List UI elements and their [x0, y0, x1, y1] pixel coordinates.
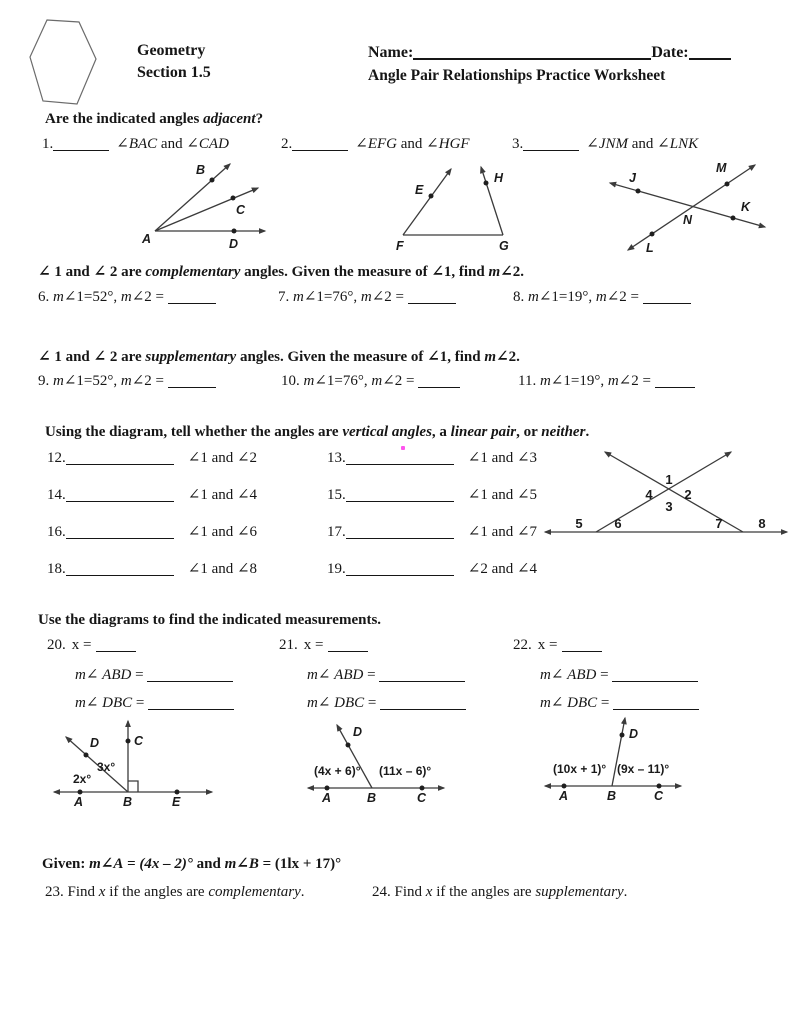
angle-label-8: 8	[758, 516, 766, 531]
right-angle-expr: (9x – 11)°	[617, 762, 670, 776]
q22-dbc-label: m∠ DBC =	[540, 695, 614, 711]
point-label-E: E	[415, 183, 424, 197]
question-18-blank	[66, 562, 174, 577]
point-label-D: D	[629, 727, 639, 741]
question-6	[38, 288, 216, 307]
diagram-q22	[529, 712, 724, 812]
point-label-G: G	[499, 239, 509, 253]
question-1-pair: ∠BAC and ∠CAD	[116, 136, 229, 152]
question-11-text: 11. m∠1=19°, m∠2 =	[518, 373, 655, 389]
vertical-heading: Using the diagram, tell whether the angles are vertical angles, a linear pair, or neither.	[45, 424, 590, 440]
point-B-dot	[210, 178, 215, 183]
diagram-adjacent-1	[130, 157, 330, 252]
diagram-q20	[40, 713, 220, 813]
question-8-text: 8. m∠1=19°, m∠2 =	[513, 289, 643, 305]
point-label-H: H	[494, 171, 504, 185]
angle-label-4: 4	[645, 487, 653, 502]
point-C-dot	[420, 786, 425, 791]
question-10	[281, 372, 460, 391]
point-M-dot	[725, 182, 730, 187]
point-A-dot	[562, 784, 567, 789]
point-C-dot	[657, 784, 662, 789]
question-21	[279, 636, 368, 655]
question-10-blank	[418, 374, 460, 389]
angle-label-5: 5	[575, 516, 583, 531]
point-C-dot	[231, 196, 236, 201]
angle-label-2: 2	[684, 487, 692, 502]
q22-abd-label: m∠ ABD =	[540, 667, 613, 683]
q20-abd-label: m∠ ABD =	[75, 667, 148, 683]
name-label: Name:	[368, 44, 414, 61]
question-9-blank	[168, 374, 216, 389]
question-3-pair: ∠JNM and ∠LNK	[586, 136, 699, 152]
q20-abd-row	[75, 666, 233, 685]
question-15	[327, 486, 537, 505]
point-label-L: L	[646, 241, 654, 255]
question-20-number: 20.	[47, 637, 66, 653]
question-7-text: 7. m∠1=76°, m∠2 =	[278, 289, 408, 305]
question-16-pair: ∠1 and ∠6	[187, 524, 258, 540]
point-A-dot	[78, 790, 83, 795]
point-label-F: F	[396, 239, 404, 253]
point-label-B: B	[196, 163, 206, 177]
point-label-A: A	[142, 232, 152, 246]
point-label-C: C	[236, 203, 246, 217]
question-23: 23. Find x if the angles are complementary.	[45, 884, 305, 900]
rays	[155, 164, 265, 231]
question-16-number: 16.	[47, 524, 66, 540]
point-label-B: B	[367, 791, 377, 805]
question-17-blank	[346, 525, 454, 540]
question-8-blank	[643, 290, 691, 305]
question-19-number: 19.	[327, 561, 346, 577]
angle-label-1: 1	[665, 472, 673, 487]
q21-abd-row	[307, 666, 465, 685]
question-16	[47, 523, 257, 542]
point-A-dot	[325, 786, 330, 791]
angle-label-3: 3	[665, 499, 673, 514]
question-20-x-blank	[96, 638, 136, 653]
point-label-C: C	[654, 789, 664, 803]
left-angle-expr: (10x + 1)°	[553, 762, 607, 776]
rays	[403, 167, 503, 235]
question-7-blank	[408, 290, 456, 305]
question-6-text: 6. m∠1=52°, m∠2 =	[38, 289, 168, 305]
header-course-block	[137, 40, 211, 83]
question-1-blank	[53, 137, 109, 152]
worksheet-title: Angle Pair Relationships Practice Worksheet	[368, 67, 666, 84]
question-13-pair: ∠1 and ∠3	[467, 450, 538, 466]
q20-dbc-label: m∠ DBC =	[75, 695, 149, 711]
question-1	[42, 135, 229, 154]
question-8	[513, 288, 691, 307]
question-18	[47, 560, 257, 579]
question-22	[513, 636, 602, 655]
question-6-blank	[168, 290, 216, 305]
question-3	[512, 135, 698, 154]
point-label-C: C	[134, 734, 144, 748]
question-11-blank	[655, 374, 695, 389]
question-2-number: 2.	[281, 136, 293, 152]
question-22-number: 22.	[513, 637, 532, 653]
q22-dbc-blank	[613, 696, 699, 711]
question-20-x-label: x =	[71, 637, 92, 653]
point-D-dot	[346, 743, 351, 748]
q21-abd-label: m∠ ABD =	[307, 667, 380, 683]
q21-dbc-row	[307, 694, 466, 713]
question-22-x-blank	[562, 638, 602, 653]
q20-dbc-blank	[148, 696, 234, 711]
question-12-number: 12.	[47, 450, 66, 466]
question-20	[47, 636, 136, 655]
diagram-adjacent-2	[385, 159, 565, 254]
angle-label-6: 6	[614, 516, 622, 531]
question-16-blank	[66, 525, 174, 540]
q20-abd-blank	[147, 668, 233, 683]
point-C-dot	[126, 739, 131, 744]
q20-dbc-row	[75, 694, 234, 713]
point-label-B: B	[607, 789, 617, 803]
point-J-dot	[636, 189, 641, 194]
complementary-heading: ∠ 1 and ∠ 2 are complementary angles. Given the measure of ∠1, find m∠2.	[38, 264, 524, 280]
q21-abd-blank	[379, 668, 465, 683]
point-label-C: C	[417, 791, 427, 805]
question-2-blank	[292, 137, 348, 152]
question-15-pair: ∠1 and ∠5	[467, 487, 538, 503]
hexagon-logo	[27, 16, 99, 108]
question-2	[281, 135, 470, 154]
point-label-M: M	[716, 161, 727, 175]
point-label-A: A	[74, 795, 84, 809]
name-date-line	[368, 42, 731, 64]
question-1-number: 1.	[42, 136, 54, 152]
question-12-pair: ∠1 and ∠2	[187, 450, 258, 466]
course-section: Section 1.5	[137, 63, 211, 81]
angle-expr-3x: 3x°	[97, 760, 116, 774]
angle-expr-2x: 2x°	[73, 772, 92, 786]
adjacent-prompt: Are the indicated angles adjacent?	[45, 111, 264, 127]
point-K-dot	[731, 216, 736, 221]
question-18-number: 18.	[47, 561, 66, 577]
question-2-pair: ∠EFG and ∠HGF	[355, 136, 470, 152]
name-blank	[413, 45, 651, 61]
stray-pink-mark	[401, 446, 405, 450]
question-14	[47, 486, 257, 505]
question-22-x-label: x =	[537, 637, 558, 653]
angle-label-7: 7	[715, 516, 723, 531]
question-15-number: 15.	[327, 487, 346, 503]
question-21-x-label: x =	[303, 637, 324, 653]
right-angle-expr: (11x – 6)°	[379, 764, 432, 778]
lines	[308, 725, 444, 788]
point-D-dot	[84, 753, 89, 758]
course-title: Geometry	[137, 42, 206, 59]
left-angle-expr: (4x + 6)°	[314, 764, 361, 778]
diagram-q21	[292, 713, 482, 813]
point-label-D: D	[90, 736, 100, 750]
question-14-number: 14.	[47, 487, 66, 503]
question-21-number: 21.	[279, 637, 298, 653]
question-3-number: 3.	[512, 136, 524, 152]
point-label-D: D	[229, 237, 239, 251]
supplementary-heading: ∠ 1 and ∠ 2 are supplementary angles. Given the measure of ∠1, find m∠2.	[38, 349, 520, 365]
point-label-D: D	[353, 725, 363, 739]
date-label: Date:	[651, 44, 689, 61]
question-7	[278, 288, 456, 307]
date-blank	[689, 45, 731, 61]
question-19-pair: ∠2 and ∠4	[467, 561, 538, 577]
q22-dbc-row	[540, 694, 699, 713]
question-17-pair: ∠1 and ∠7	[467, 524, 538, 540]
point-label-E: E	[172, 795, 181, 809]
question-11	[518, 372, 695, 391]
point-H-dot	[484, 181, 489, 186]
question-19-blank	[346, 562, 454, 577]
diagram-numbered-angles	[541, 444, 791, 544]
question-3-blank	[523, 137, 579, 152]
point-label-A: A	[559, 789, 569, 803]
question-21-x-blank	[328, 638, 368, 653]
point-D-dot	[232, 229, 237, 234]
question-15-blank	[346, 488, 454, 503]
question-13-blank	[346, 451, 454, 466]
question-14-blank	[66, 488, 174, 503]
point-E-dot	[175, 790, 180, 795]
point-label-K: K	[741, 200, 751, 214]
point-label-B: B	[123, 795, 133, 809]
question-17	[327, 523, 537, 542]
question-14-pair: ∠1 and ∠4	[187, 487, 258, 503]
point-label-A: A	[322, 791, 332, 805]
given-statement: Given: m∠A = (4x – 2)° and m∠B = (1lx + 17)°	[42, 856, 342, 872]
point-D-dot	[620, 733, 625, 738]
question-13-number: 13.	[327, 450, 346, 466]
point-E-dot	[429, 194, 434, 199]
diagram-adjacent-3	[600, 155, 775, 255]
question-19	[327, 560, 537, 579]
q22-abd-blank	[612, 668, 698, 683]
right-angle-mark	[128, 781, 138, 792]
question-12-blank	[66, 451, 174, 466]
q22-abd-row	[540, 666, 698, 685]
question-24: 24. Find x if the angles are supplementary.	[372, 884, 628, 900]
q21-dbc-label: m∠ DBC =	[307, 695, 381, 711]
question-17-number: 17.	[327, 524, 346, 540]
question-9-text: 9. m∠1=52°, m∠2 =	[38, 373, 168, 389]
question-10-text: 10. m∠1=76°, m∠2 =	[281, 373, 419, 389]
question-18-pair: ∠1 and ∠8	[187, 561, 258, 577]
question-9	[38, 372, 216, 391]
measurements-heading: Use the diagrams to find the indicated measurements.	[38, 612, 382, 628]
point-label-N: N	[683, 213, 693, 227]
point-label-J: J	[629, 171, 636, 185]
point-L-dot	[650, 232, 655, 237]
q21-dbc-blank	[380, 696, 466, 711]
question-13	[327, 449, 537, 468]
question-12	[47, 449, 257, 468]
